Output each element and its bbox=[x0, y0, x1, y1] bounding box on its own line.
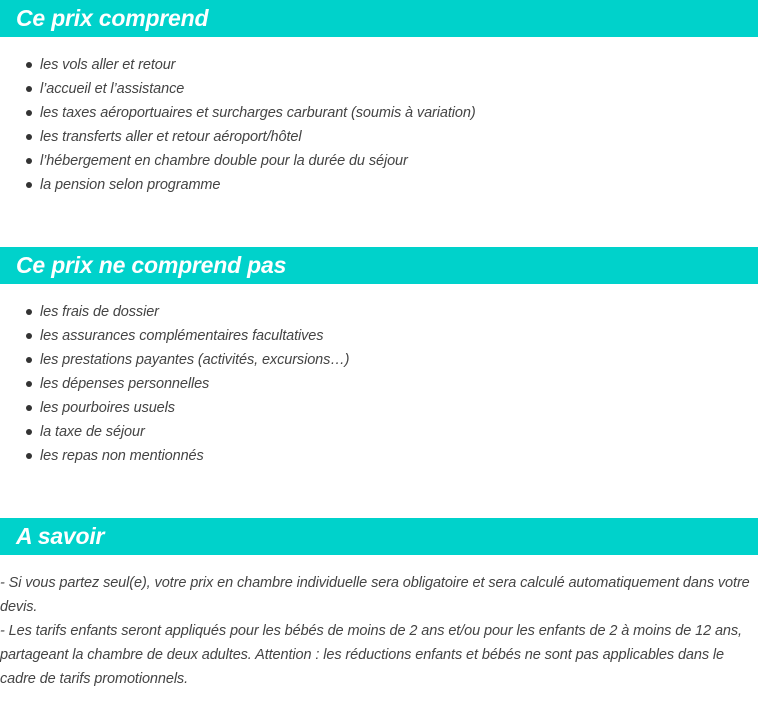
list-item-text: les prestations payantes (activités, excursions…) bbox=[40, 352, 350, 368]
section-title-good-to-know: A savoir bbox=[16, 523, 105, 549]
list-item-text: les transferts aller et retour aéroport/hôtel bbox=[40, 129, 302, 145]
bullet-icon bbox=[26, 405, 32, 411]
list-item-text: les repas non mentionnés bbox=[40, 448, 204, 464]
good-to-know-text bbox=[0, 571, 758, 691]
list-item bbox=[0, 125, 476, 149]
list-item bbox=[0, 149, 476, 173]
info-paragraph-child-rates: - Les tarifs enfants seront appliqués pour les bébés de moins de 2 ans et/ou pour les enfants de 2 à moins de 12 ans, partageant la chambre de deux adultes. Attention : les réductions enfants et bébés ne sont pas applicables dans le cadre de tarifs promotionnels. bbox=[0, 623, 742, 687]
list-item-text: la pension selon programme bbox=[40, 177, 221, 193]
bullet-icon bbox=[26, 453, 32, 459]
list-item bbox=[0, 420, 349, 444]
list-item-text: les vols aller et retour bbox=[40, 57, 176, 73]
list-item bbox=[0, 300, 349, 324]
section-header-good-to-know bbox=[0, 518, 758, 555]
list-item bbox=[0, 173, 476, 197]
list-item-text: les frais de dossier bbox=[40, 304, 159, 320]
included-list bbox=[0, 53, 476, 197]
section-title-included: Ce prix comprend bbox=[16, 5, 209, 31]
list-item-text: les taxes aéroportuaires et surcharges carburant (soumis à variation) bbox=[40, 105, 476, 121]
list-item bbox=[0, 348, 349, 372]
bullet-icon bbox=[26, 381, 32, 387]
section-header-not-included bbox=[0, 247, 758, 284]
bullet-icon bbox=[26, 429, 32, 435]
list-item bbox=[0, 396, 349, 420]
list-item-text: la taxe de séjour bbox=[40, 424, 145, 440]
bullet-icon bbox=[26, 309, 32, 315]
list-item-text: les pourboires usuels bbox=[40, 400, 175, 416]
bullet-icon bbox=[26, 333, 32, 339]
section-title-not-included: Ce prix ne comprend pas bbox=[16, 252, 287, 278]
bullet-icon bbox=[26, 357, 32, 363]
list-item bbox=[0, 324, 349, 348]
bullet-icon bbox=[26, 86, 32, 92]
bullet-icon bbox=[26, 158, 32, 164]
bullet-icon bbox=[26, 110, 32, 116]
list-item-text: les assurances complémentaires facultatives bbox=[40, 328, 324, 344]
list-item bbox=[0, 53, 476, 77]
info-paragraph-single-room: - Si vous partez seul(e), votre prix en chambre individuelle sera obligatoire et sera calculé automatiquement dans votre devis. bbox=[0, 575, 750, 615]
section-header-included bbox=[0, 0, 758, 37]
list-item bbox=[0, 444, 349, 468]
not-included-list bbox=[0, 300, 349, 468]
list-item-text: l’accueil et l’assistance bbox=[40, 81, 185, 97]
list-item bbox=[0, 77, 476, 101]
list-item bbox=[0, 372, 349, 396]
list-item-text: les dépenses personnelles bbox=[40, 376, 210, 392]
bullet-icon bbox=[26, 182, 32, 188]
list-item-text: l’hébergement en chambre double pour la durée du séjour bbox=[40, 153, 408, 169]
bullet-icon bbox=[26, 62, 32, 68]
list-item bbox=[0, 101, 476, 125]
bullet-icon bbox=[26, 134, 32, 140]
